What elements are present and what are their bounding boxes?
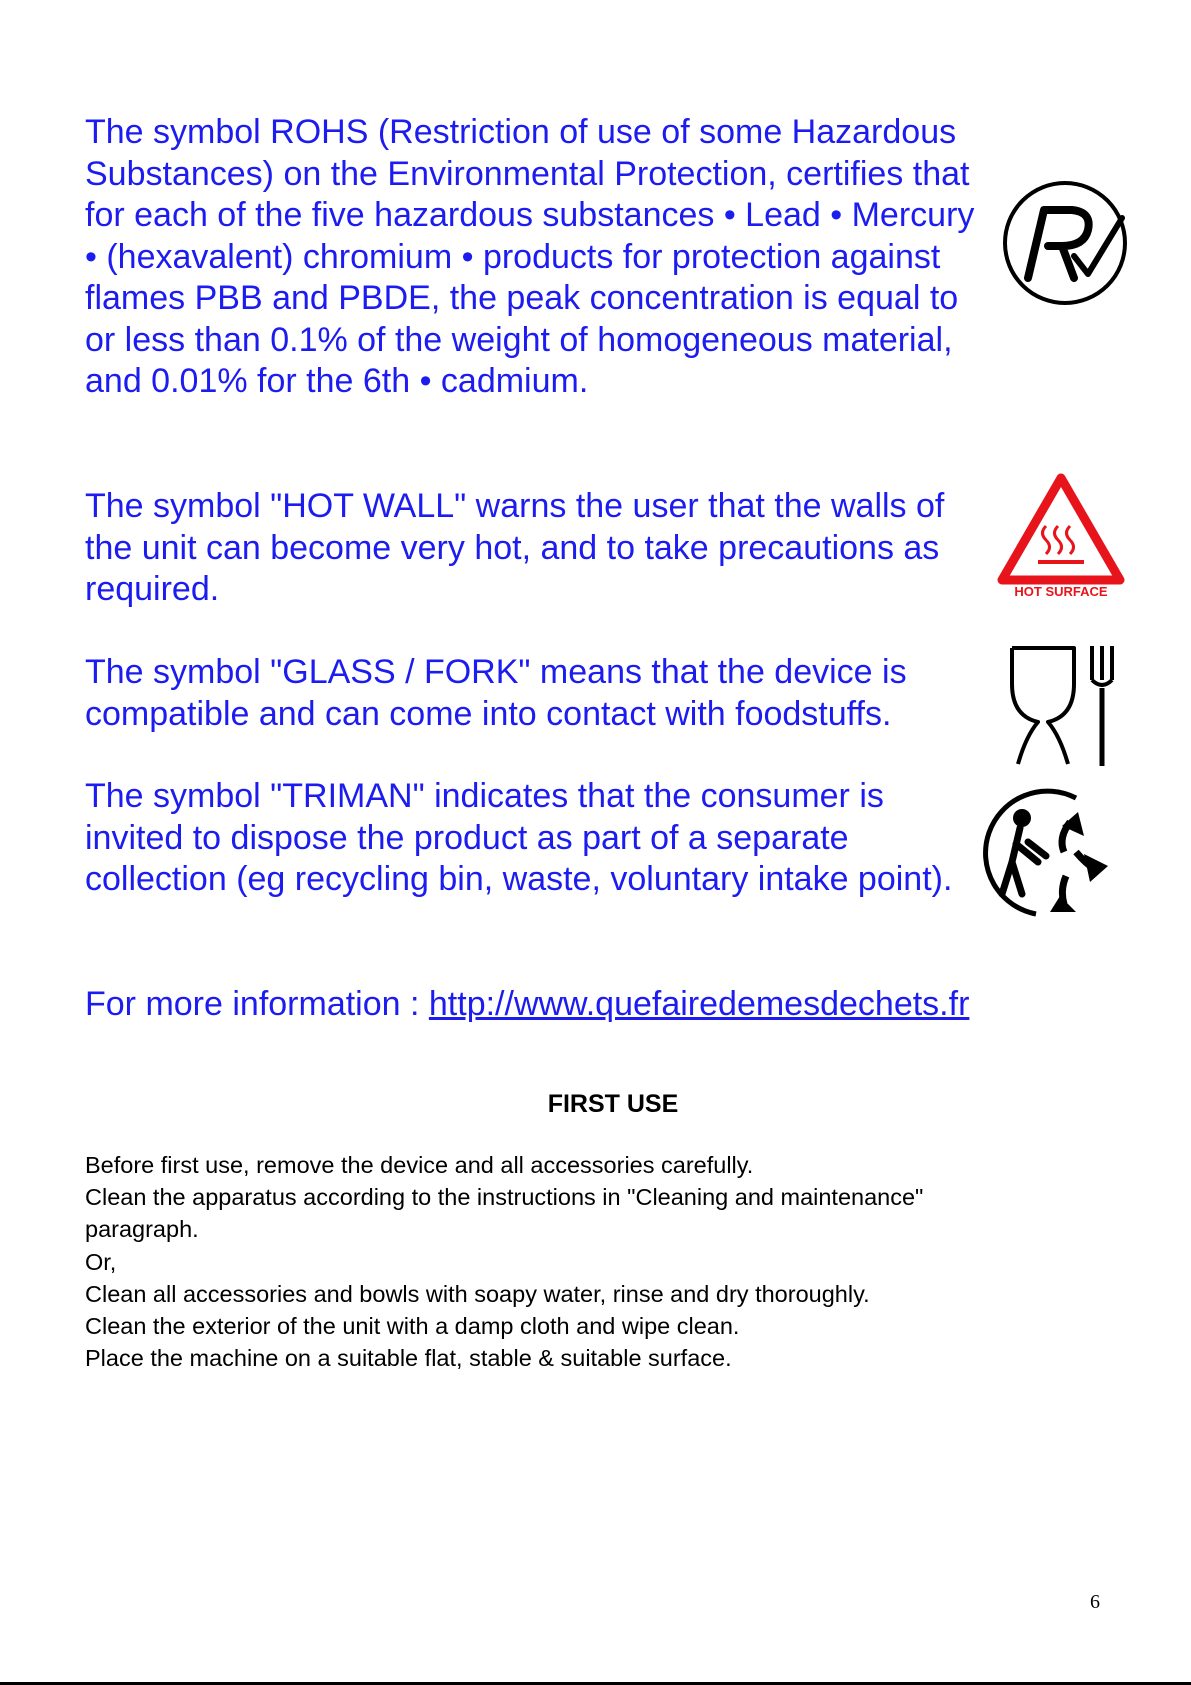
first-use-instructions	[85, 1149, 1145, 1374]
glass-fork-paragraph: The symbol "GLASS / FORK" means that the device is compatible and can come into contact with foodstuffs.	[85, 653, 907, 733]
rohs-icon	[1000, 178, 1130, 308]
glass-fork-icon	[1008, 644, 1124, 768]
hot-surface-icon	[996, 472, 1126, 602]
page-number: 6	[1090, 1591, 1100, 1613]
rohs-description	[85, 112, 985, 403]
instruction-line: Or,	[85, 1248, 117, 1275]
hot-wall-description	[85, 486, 985, 611]
rohs-paragraph: The symbol ROHS (Restriction of use of some Hazardous Substances) on the Environmental Protection, certifies that for each of the five hazardous substances • Lead • Mercury • (hexavalent) chromium • products for protection against flames PBB and PBDE, the peak concentration is equal to or less than 0.1% of the weight of homogeneous material, and 0.01% for the 6th • cadmium.	[85, 113, 975, 400]
more-info-link[interactable]: http://www.quefairedemesdechets.fr	[428, 985, 970, 1023]
more-info-line	[85, 984, 1135, 1026]
more-info-label: For more information :	[85, 985, 429, 1023]
first-use-heading: FIRST USE	[547, 1090, 679, 1118]
triman-description	[85, 776, 985, 901]
triman-paragraph: The symbol "TRIMAN" indicates that the consumer is invited to dispose the product as part of a separate collection (eg recycling bin, waste, voluntary intake point).	[85, 777, 953, 898]
glass-fork-description	[85, 652, 985, 735]
instruction-line: paragraph.	[85, 1216, 199, 1243]
hot-surface-caption: HOT SURFACE	[1014, 584, 1108, 599]
instruction-line: Clean the apparatus according to the instructions in "Cleaning and maintenance"	[85, 1184, 924, 1211]
instruction-line: Place the machine on a suitable flat, stable & suitable surface.	[85, 1345, 732, 1372]
instruction-line: Clean the exterior of the unit with a damp cloth and wipe clean.	[85, 1313, 740, 1340]
triman-icon	[980, 786, 1116, 920]
hot-wall-paragraph: The symbol "HOT WALL" warns the user that the walls of the unit can become very hot, and to take precautions as required.	[85, 487, 945, 608]
instruction-line: Before first use, remove the device and all accessories carefully.	[85, 1152, 754, 1178]
instruction-line: Clean all accessories and bowls with soapy water, rinse and dry thoroughly.	[85, 1280, 870, 1307]
